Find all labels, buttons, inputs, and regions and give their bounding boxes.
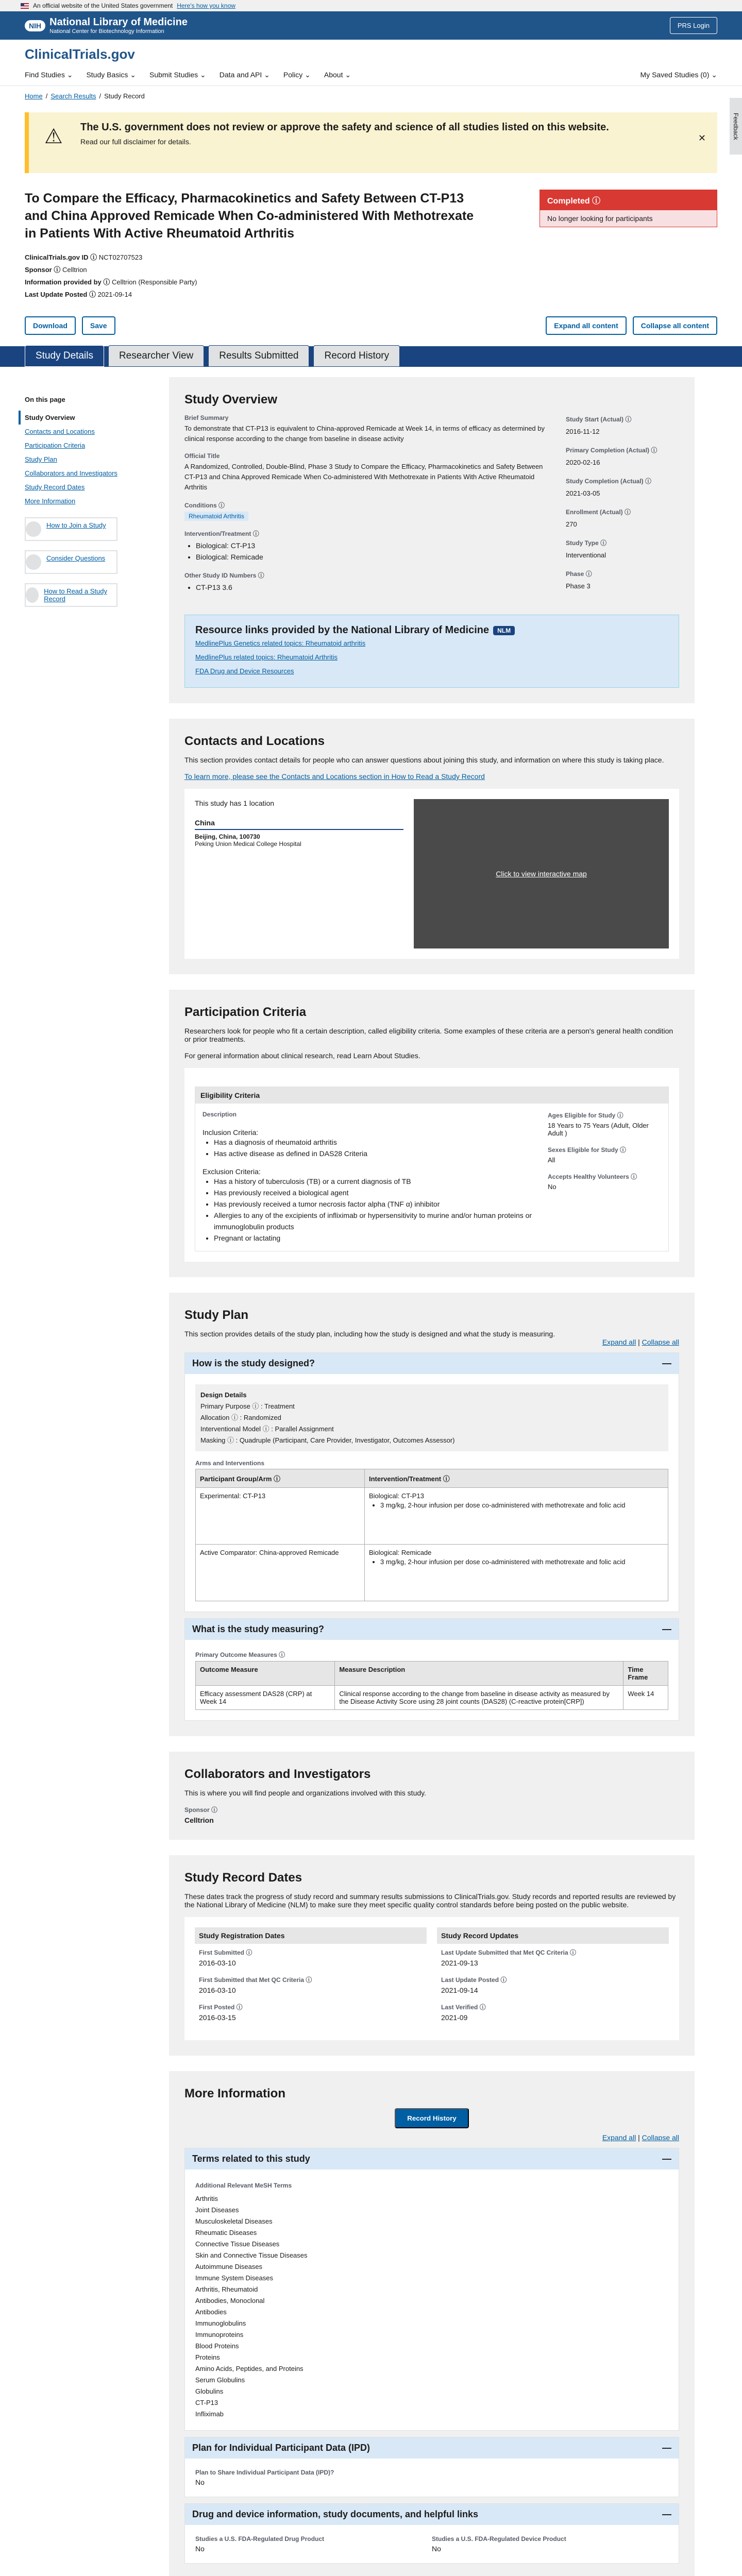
side-label: Phase ⓘ [566,570,592,578]
side-label: Sexes Eligible for Study ⓘ [548,1146,627,1154]
contacts-help-link[interactable]: To learn more, please see the Contacts and Locations section in How to Read a Study Record [184,772,485,781]
expand-all-button[interactable]: Expand all content [546,316,626,335]
official-title: A Randomized, Controlled, Double-Blind, Phase 3 Study to Compare the Efficacy, Pharmacokinetics and Safety Between CT-P13 and China Approved Remicade When Co-administered With Methotrexate in Patients With Active Rheumatoid Arthritis [184,463,543,491]
date-value: 2016-03-10 [199,1959,236,1967]
action-bar [25,316,717,335]
treatment-cell: Biological: CT-P13 [369,1492,424,1500]
breadcrumb-home[interactable]: Home [25,92,43,100]
tab-researcher-view[interactable]: Researcher View [108,345,204,367]
sponsor-label: Sponsor ⓘ [184,1806,218,1814]
collaborators-section [169,1752,695,1840]
side-value: 2016-11-12 [566,428,600,435]
section-title: Study Overview [184,393,278,406]
gov-banner-text: An official website of the United States government [33,2,173,9]
nav-submit-studies[interactable]: Submit Studies ⌄ [149,71,206,79]
table-header: Time Frame [623,1662,668,1686]
table-row [196,1686,668,1710]
toc-item[interactable]: More Information [25,497,76,505]
study-overview-section [169,377,695,703]
toc-item[interactable]: Study Plan [25,455,57,463]
mesh-term: Arthritis [195,2195,218,2202]
date-value: 2021-09 [441,2013,468,2022]
mesh-term: Blood Proteins [195,2342,239,2350]
drug-accordion [184,2503,679,2564]
outcome-label: Primary Outcome Measures ⓘ [195,1651,285,1658]
status-badge [539,190,717,227]
mesh-term: Joint Diseases [195,2206,239,2214]
update-value: 2021-09-14 [97,291,132,298]
design-detail: Allocation ⓘ : Randomized [200,1414,281,1421]
treatment-detail: • 3 mg/kg, 2-hour infusion per dose co-administered with methotrexate and folic acid [380,1556,664,1568]
ipd-value: No [195,2478,205,2486]
location-country: China [195,819,403,830]
overview-sidebar [566,414,679,601]
nih-logo-icon: NIH [25,20,45,31]
section-title: Contacts and Locations [184,734,325,748]
outcome-table [195,1661,668,1710]
side-label: Ages Eligible for Study ⓘ [548,1112,623,1119]
help-card[interactable] [25,550,117,574]
toc-item[interactable]: Participation Criteria [25,442,86,449]
criteria-item: • Pregnant or lactating [214,1232,537,1244]
device-value: No [432,2545,441,2553]
section-desc: This section provides contact details for people who can answer questions about joining this study, and information on where this study is taking place. [184,756,664,764]
table-header: Intervention/Treatment ⓘ [365,1469,668,1488]
participation-section [169,990,695,1277]
resource-link[interactable]: MedlinePlus related topics: Rheumatoid Arthritis [195,653,338,661]
nav-study-basics[interactable]: Study Basics ⌄ [86,71,136,79]
toc-item[interactable]: Study Record Dates [25,483,85,491]
outcome-time: Week 14 [623,1686,668,1710]
minus-icon: — [662,2509,671,2519]
status-note: No longer looking for participants [540,210,717,227]
resource-link[interactable]: FDA Drug and Device Resources [195,667,294,675]
minus-icon: — [662,1358,671,1368]
inclusion-label: Inclusion Criteria: [203,1128,259,1137]
sponsor-label: Sponsor ⓘ [25,266,61,274]
section-title: More Information [184,2087,285,2100]
nav-find-studies[interactable]: Find Studies ⌄ [25,71,73,79]
study-meta [25,251,717,301]
info-label: Information provided by ⓘ [25,278,110,286]
study-plan-section: Study Plan This section provides details of the study plan, including how the study is designed and what the study is measuring. Expand all | Collapse all How is the study designed? — Design Details Primary Purpose ⓘ : Treatment Allocation ⓘ : Randomized Interventional Model ⓘ : Parallel Assignment Masking ⓘ : Quadruple (Participant, Care Provider, Investigator, Outcomes Assessor) Arms and Interventions Participant Group/Arm ⓘ Intervention/Treatment ⓘ Experimental: CT-P13 Biological: CT-P13 • 3 mg/kg, 2-hour infusion per dose co-administered with methotrexate and folic acid Active Comparator: China-approved Remicade Biological: Remicade • 3 mg/kg, 2-hour infusion per dose co-administered with methotrexate and folic acid What is the study measuring? — Primary Outcome Measures ⓘ Outcome Measure Measure Description Time Frame Efficacy assessment DAS28 (CRP) at Week 14 Clinical response according to the change from baseline in disease activity as measured by the Disease Activity Score using 28 joint counts (DAS28) (C-reactive protein[CRP]) Week 14 [169,1293,695,1736]
toc-item[interactable]: Study Overview [19,411,143,425]
accordion-header[interactable] [185,2504,679,2525]
terms-accordion [184,2148,679,2431]
date-value: 2016-03-10 [199,1986,236,1994]
mesh-term: Immune System Diseases [195,2274,273,2282]
resource-link[interactable]: MedlinePlus Genetics related topics: Rheumatoid arthritis [195,639,366,647]
arm-cell: Active Comparator: China-approved Remicade [196,1545,365,1601]
side-label: Enrollment (Actual) ⓘ [566,509,631,516]
nlm-subtitle: National Center for Biotechnology Information [49,28,164,35]
arm-cell: Experimental: CT-P13 [196,1488,365,1545]
save-button[interactable]: Save [82,316,115,335]
intervention-item: • Biological: CT-P13 [196,540,550,551]
minus-icon: — [662,1624,671,1634]
date-label: Last Verified ⓘ [441,2004,486,2011]
mesh-term: Immunoproteins [195,2331,244,2338]
question-icon [26,554,41,570]
sponsor-value: Celltrion [62,266,87,274]
brief-summary: To demonstrate that CT-P13 is equivalent to China-approved Remicade at Week 14, in terms of efficacy as determined by clinical response according to the change from baseline in disease activity [184,425,545,443]
collapse-all-link[interactable]: Collapse all [642,2133,679,2142]
mesh-term: Immunoglobulins [195,2319,246,2327]
design-detail: Primary Purpose ⓘ : Treatment [200,1402,295,1410]
more-info-section: More Information Record History Expand all | Collapse all Terms related to this study — Additional Relevant MeSH Terms Arthritis Joint Diseases Musculoskeletal Diseases Rheumatic Diseases Connective Tissue Diseases Skin and Connective Tissue Diseases Autoimmune Diseases Immune System Diseases Arthritis, Rheumatoid Antibodies, Monoclonal Antibodies Immunoglobulins Immunoproteins Blood Proteins Proteins Amino Acids, Peptides, and Proteins Serum Globulins Globulins CT-P13 Infliximab Plan for Individual Participant Data (IPD) — Plan to Share Individual Participant Data (IPD)? No Drug and device information, study documents, and helpful links — Studies a U.S. FDA-Regulated Drug Product No Studies a U.S. FDA-Regulated Device Product No [169,2071,695,2576]
tab-results-submitted[interactable]: Results Submitted [208,345,309,367]
expand-all-link[interactable]: Expand all [602,1338,636,1346]
mesh-term: Antibodies [195,2308,227,2316]
treatment-detail: • 3 mg/kg, 2-hour infusion per dose co-administered with methotrexate and folic acid [380,1500,664,1511]
table-header: Measure Description [335,1662,623,1686]
toc-heading: On this page [25,396,65,403]
table-header: Outcome Measure [196,1662,335,1686]
section-desc: This section provides details of the study plan, including how the study is designed and what the study is measuring. [184,1330,555,1338]
outcome-measure: Efficacy assessment DAS28 (CRP) at Week 14 [196,1686,335,1710]
tab-study-details[interactable]: Study Details [25,345,104,367]
toc-item[interactable]: Contacts and Locations [25,428,95,435]
help-card-label[interactable]: How to Join a Study [46,521,106,529]
contacts-section [169,719,695,974]
section-title: Collaborators and Investigators [184,1767,371,1781]
accordion-header[interactable] [185,2148,679,2170]
exclusion-label: Exclusion Criteria: [203,1167,261,1176]
side-label: Accepts Healthy Volunteers ⓘ [548,1173,637,1180]
us-flag-icon [21,3,29,9]
update-label: Last Update Posted ⓘ [25,291,96,298]
page-title: To Compare the Efficacy, Pharmacokinetics and Safety Between CT-P13 and China Approved Remicade When Co-administered With Methotrexate in Patients With Active Rheumatoid Arthritis [25,191,474,241]
download-button[interactable]: Download [25,316,76,335]
help-card[interactable] [25,517,117,541]
side-value: 2020-02-16 [566,459,600,466]
other-id-label: Other Study ID Numbers ⓘ [184,572,264,579]
disclaimer-alert [25,112,717,173]
breadcrumb-sep: / [99,92,102,100]
desc-label: Description [203,1111,237,1118]
design-detail: Interventional Model ⓘ : Parallel Assignment [200,1425,334,1433]
accordion-title: Drug and device information, study documents, and helpful links [192,2509,479,2519]
nav-policy[interactable]: Policy ⌄ [283,71,311,79]
mesh-term: Serum Globulins [195,2376,245,2384]
nlm-header [0,11,742,40]
condition-tag[interactable]: Rheumatoid Arthritis [184,512,248,521]
date-label: First Posted ⓘ [199,2004,243,2011]
breadcrumb-current: Study Record [104,92,145,100]
eligibility-box [195,1087,669,1251]
criteria-item: • Has a history of tuberculosis (TB) or a current diagnosis of TB [214,1176,537,1187]
mesh-term: Arthritis, Rheumatoid [195,2285,258,2293]
mesh-term: Globulins [195,2387,224,2395]
sponsor-value: Celltrion [184,1816,214,1824]
section-desc: Researchers look for people who fit a certain description, called eligibility criteria. Some examples of these criteria are a person's general health condition or prior treatments. [184,1027,673,1043]
side-value: Phase 3 [566,582,591,590]
table-row [196,1545,668,1601]
criteria-item: • Has active disease as defined in DAS28 Criteria [214,1148,537,1159]
mesh-term: Skin and Connective Tissue Diseases [195,2251,308,2259]
resource-title: Resource links provided by the National Library of Medicine [195,624,490,636]
criteria-item: • Allergies to any of the excipients of infliximab or hypersensitivity to murine and/or human proteins or immunoglobulin products [214,1210,537,1232]
record-dates-section [169,1855,695,2056]
accordion-title: Terms related to this study [192,2154,310,2164]
accordion-title: Plan for Individual Participant Data (IPD) [192,2443,370,2453]
measure-accordion [184,1618,679,1721]
main-nav [25,71,351,79]
people-icon [26,521,41,537]
ipd-label: Plan to Share Individual Participant Data (IPD)? [195,2469,334,2476]
design-accordion [184,1352,679,1612]
help-card-label[interactable]: How to Read a Study Record [44,587,107,603]
minus-icon: — [662,2443,671,2453]
official-title-label: Official Title [184,452,220,460]
side-label: Study Type ⓘ [566,539,607,547]
side-label: Study Start (Actual) ⓘ [566,416,632,423]
outcome-desc: Clinical response according to the change from baseline in disease activity as measured by the Disease Activity Score using 28 joint counts (DAS28) (C-reactive protein[CRP]) [335,1686,623,1710]
location-city: Beijing, China, 100730 [195,833,260,840]
side-label: Primary Completion (Actual) ⓘ [566,447,657,454]
mesh-term: Proteins [195,2353,220,2361]
nav-about[interactable]: About ⌄ [324,71,351,79]
date-label: First Submitted ⓘ [199,1949,252,1956]
toc-item[interactable]: Collaborators and Investigators [25,469,117,477]
gov-banner-link[interactable]: Here's how you know [177,2,235,9]
arms-table [195,1469,668,1601]
disclaimer-text: Read our full disclaimer for details. [80,138,191,146]
side-value: 270 [566,520,577,528]
page-toc [25,377,143,2576]
table-row [196,1488,668,1545]
accordion-header[interactable] [185,2437,679,2459]
design-detail: Masking ⓘ : Quadruple (Participant, Care Provider, Investigator, Outcomes Assessor) [200,1436,455,1444]
side-value: Interventional [566,551,606,559]
breadcrumb-sep: / [45,92,48,100]
breadcrumb [0,86,742,106]
close-icon[interactable]: ✕ [698,133,706,143]
feedback-tab[interactable]: Feedback [730,98,742,155]
nct-id: NCT02707523 [98,253,143,261]
terms-label: Additional Relevant MeSH Terms [195,2182,292,2189]
eligibility-title: Eligibility Criteria [195,1087,668,1104]
criteria-item: • Has a diagnosis of rheumatoid arthritis [214,1137,537,1148]
section-title: Study Record Dates [184,1871,302,1885]
drug-value: No [195,2545,205,2553]
resource-links [184,615,679,688]
section-desc: These dates track the progress of study record and summary results submissions to ClinicalTrials.gov. Study records and reported results are reviewed by the National Library of Medicine (NLM) to make sure they meet specific quality control standards before being posted on the public website. [184,1892,676,1909]
section-title: Study Plan [184,1308,249,1322]
collapse-all-link[interactable]: Collapse all [642,1338,679,1346]
device-label: Studies a U.S. FDA-Regulated Device Product [432,2535,566,2543]
tab-bar [0,346,742,367]
prs-login-button[interactable]: PRS Login [670,17,717,34]
gov-banner [0,0,742,11]
mesh-term: Amino Acids, Peptides, and Proteins [195,2365,303,2372]
nct-label: ClinicalTrials.gov ID ⓘ [25,253,97,261]
mesh-term: CT-P13 [195,2399,218,2406]
treatment-cell: Biological: Remicade [369,1549,432,1556]
dates-col-title: Study Record Updates [437,1927,669,1944]
dates-col-title: Study Registration Dates [195,1927,427,1944]
section-desc: This is where you will find people and organizations involved with this study. [184,1789,426,1797]
criteria-item: • Has previously received a biological agent [214,1187,537,1198]
minus-icon: — [662,2154,671,2164]
date-value: 2016-03-15 [199,2013,236,2022]
disclaimer-title: The U.S. government does not review or approve the safety and science of all studies listed on this website. [80,122,609,133]
location-map[interactable]: Click to view interactive map [414,799,669,948]
side-value: 18 Years to 75 Years (Adult, Older Adult ) [548,1122,649,1137]
side-value: 2021-03-05 [566,489,600,497]
nlm-logo-icon: NLM [493,626,515,635]
side-label: Study Completion (Actual) ⓘ [566,478,651,485]
help-card[interactable] [25,583,117,607]
intervention-item: • Biological: Remicade [196,551,550,563]
main-content [143,377,695,2576]
mesh-term: Rheumatic Diseases [195,2229,257,2236]
status-title: Completed ⓘ [540,190,717,210]
date-value: 2021-09-13 [441,1959,478,1967]
study-header [0,179,742,301]
table-header: Participant Group/Arm ⓘ [196,1469,365,1488]
accordion-header[interactable] [185,1353,679,1374]
intervention-label: Intervention/Treatment ⓘ [184,530,259,537]
nlm-title: National Library of Medicine [49,16,188,28]
date-label: Last Update Posted ⓘ [441,1976,507,1984]
expand-all-link[interactable]: Expand all [602,2133,636,2142]
other-id: • CT-P13 3.6 [196,582,550,593]
info-value: Celltrion (Responsible Party) [112,278,197,286]
mesh-term: Infliximab [195,2410,224,2418]
side-value: No [548,1183,556,1191]
date-value: 2021-09-14 [441,1986,478,1994]
tab-record-history[interactable]: Record History [313,345,400,367]
section-desc: For general information about clinical research, read Learn About Studies. [184,1052,420,1060]
breadcrumb-search[interactable]: Search Results [50,92,96,100]
location-count: This study has 1 location [195,799,275,807]
location-site: Peking Union Medical College Hospital [195,840,301,848]
accordion-title: How is the study designed? [192,1358,315,1368]
nav-data-api[interactable]: Data and API ⌄ [219,71,270,79]
section-title: Participation Criteria [184,1005,307,1019]
help-card-label[interactable]: Consider Questions [46,554,106,562]
site-logo[interactable]: ClinicalTrials.gov [25,46,135,62]
design-details-title: Design Details [200,1391,247,1399]
ipd-accordion [184,2437,679,2497]
criteria-item: • Has previously received a tumor necrosis factor alpha (TNF α) inhibitor [214,1198,537,1210]
mesh-term: Autoimmune Diseases [195,2263,263,2270]
saved-studies-menu[interactable]: My Saved Studies (0) ⌄ [640,71,717,79]
side-value: All [548,1156,555,1164]
arms-label: Arms and Interventions [195,1460,265,1467]
record-history-button[interactable]: Record History [395,2108,469,2128]
mesh-term: Musculoskeletal Diseases [195,2217,273,2225]
mesh-term: Antibodies, Monoclonal [195,2297,265,2304]
brief-summary-label: Brief Summary [184,414,229,421]
document-icon [26,587,39,603]
drug-label: Studies a U.S. FDA-Regulated Drug Product [195,2535,325,2543]
accordion-title: What is the study measuring? [192,1624,325,1634]
collapse-all-button[interactable]: Collapse all content [633,316,717,335]
mesh-term: Connective Tissue Diseases [195,2240,280,2248]
warning-icon: ⚠ [44,125,63,148]
accordion-header[interactable] [185,1619,679,1640]
date-label: Last Update Submitted that Met QC Criteria ⓘ [441,1949,577,1956]
conditions-label: Conditions ⓘ [184,502,225,509]
date-label: First Submitted that Met QC Criteria ⓘ [199,1976,312,1984]
